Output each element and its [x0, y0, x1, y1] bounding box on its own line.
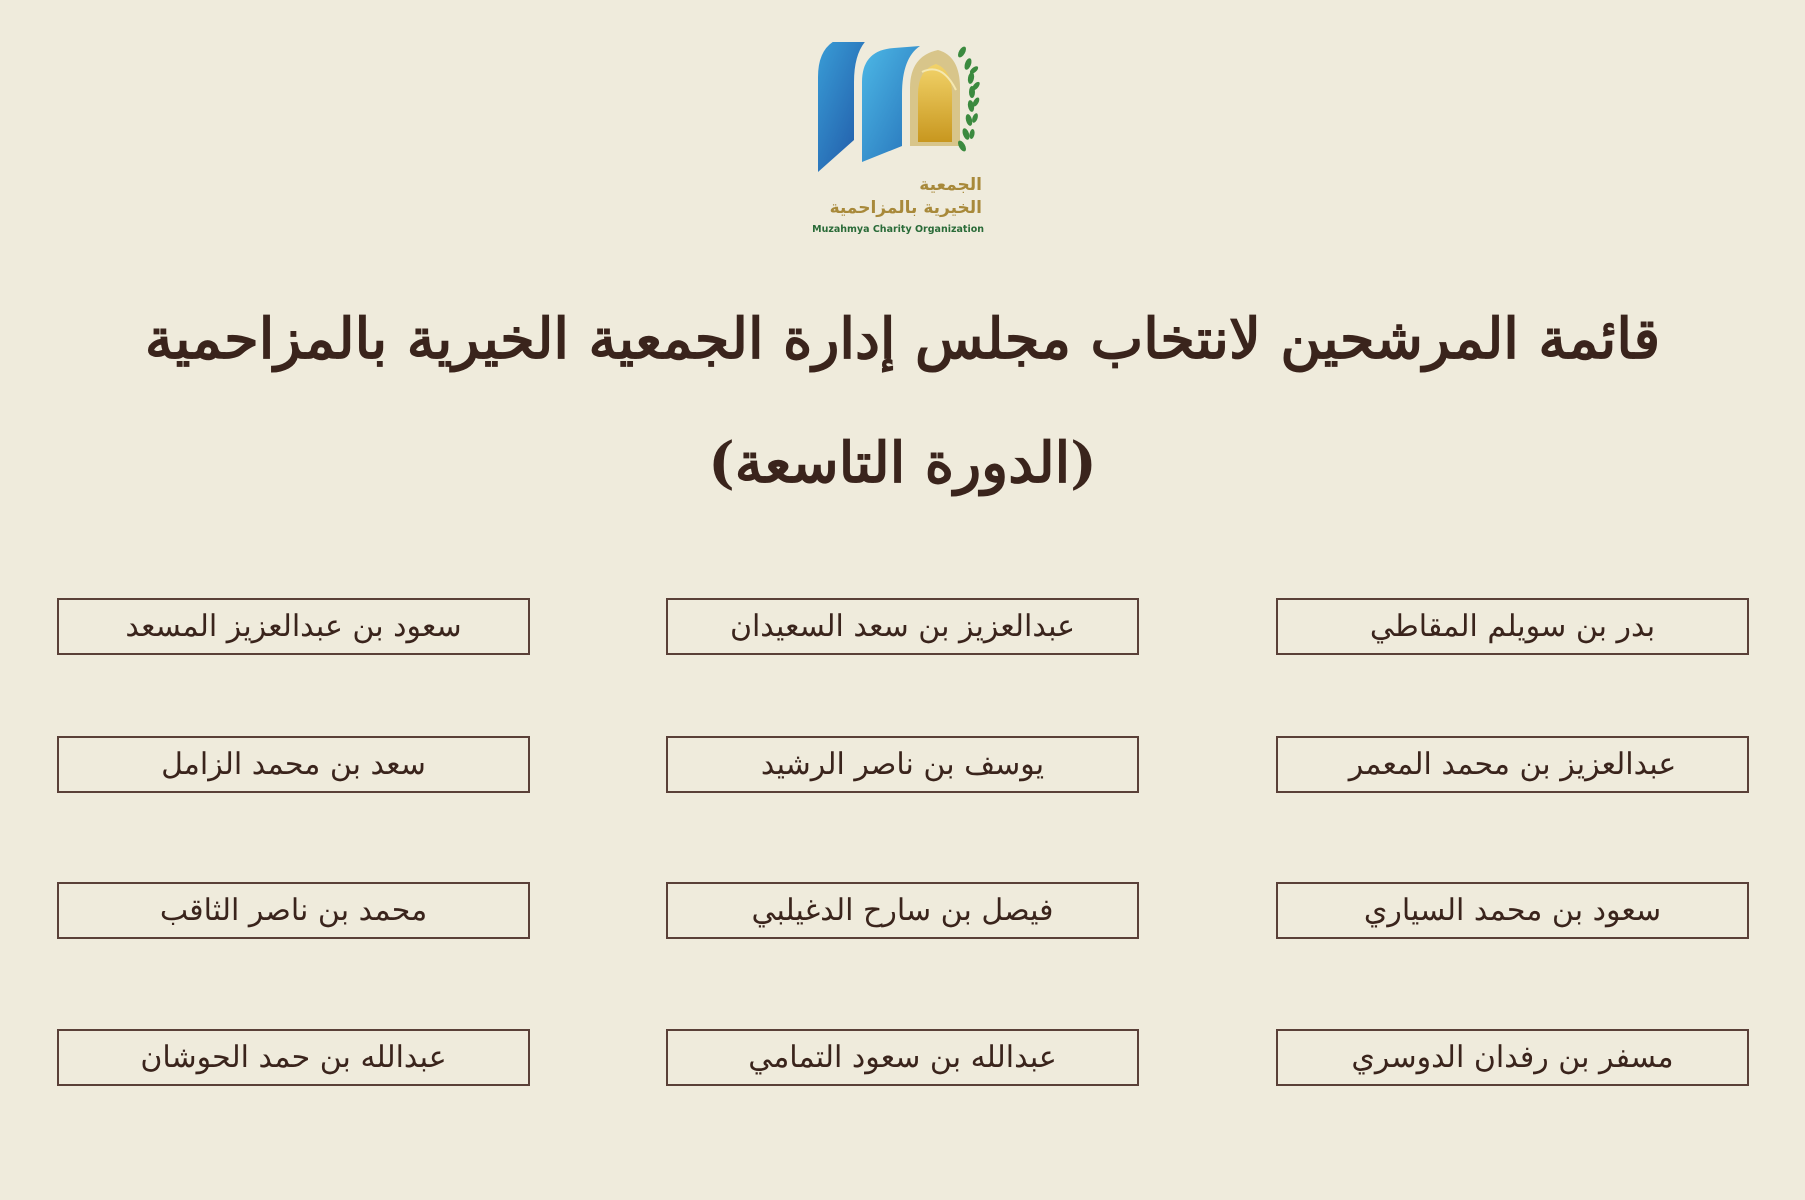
- candidate-name-box: يوسف بن ناصر الرشيد: [666, 736, 1139, 793]
- candidate-name-box: محمد بن ناصر الثاقب: [57, 882, 530, 939]
- candidate-name-box: سعد بن محمد الزامل: [57, 736, 530, 793]
- candidate-name-box: عبدالعزيز بن سعد السعيدان: [666, 598, 1139, 655]
- candidate-name-box: فيصل بن سارح الدغيلبي: [666, 882, 1139, 939]
- page-title: قائمة المرشحين لانتخاب مجلس إدارة الجمعية الخيرية بالمزاحمية: [144, 306, 1661, 372]
- candidate-name-box: مسفر بن رفدان الدوسري: [1276, 1029, 1749, 1086]
- candidate-name-box: عبدالله بن حمد الحوشان: [57, 1029, 530, 1086]
- page-subtitle: (الدورة التاسعة): [708, 430, 1097, 496]
- logo-name-line2: الخيرية بالمزاحمية: [829, 198, 982, 218]
- candidate-name-box: عبدالعزيز بن محمد المعمر: [1276, 736, 1749, 793]
- candidate-name-box: بدر بن سويلم المقاطي: [1276, 598, 1749, 655]
- arch-logo-icon: [810, 42, 1000, 177]
- logo-name-line1: الجمعية: [919, 175, 982, 195]
- organization-logo: [810, 42, 1000, 242]
- candidate-name-box: سعود بن محمد السياري: [1276, 882, 1749, 939]
- logo-name-english: Muzahmya Charity Organization: [812, 224, 984, 235]
- candidate-name-box: سعود بن عبدالعزيز المسعد: [57, 598, 530, 655]
- candidate-name-box: عبدالله بن سعود التمامي: [666, 1029, 1139, 1086]
